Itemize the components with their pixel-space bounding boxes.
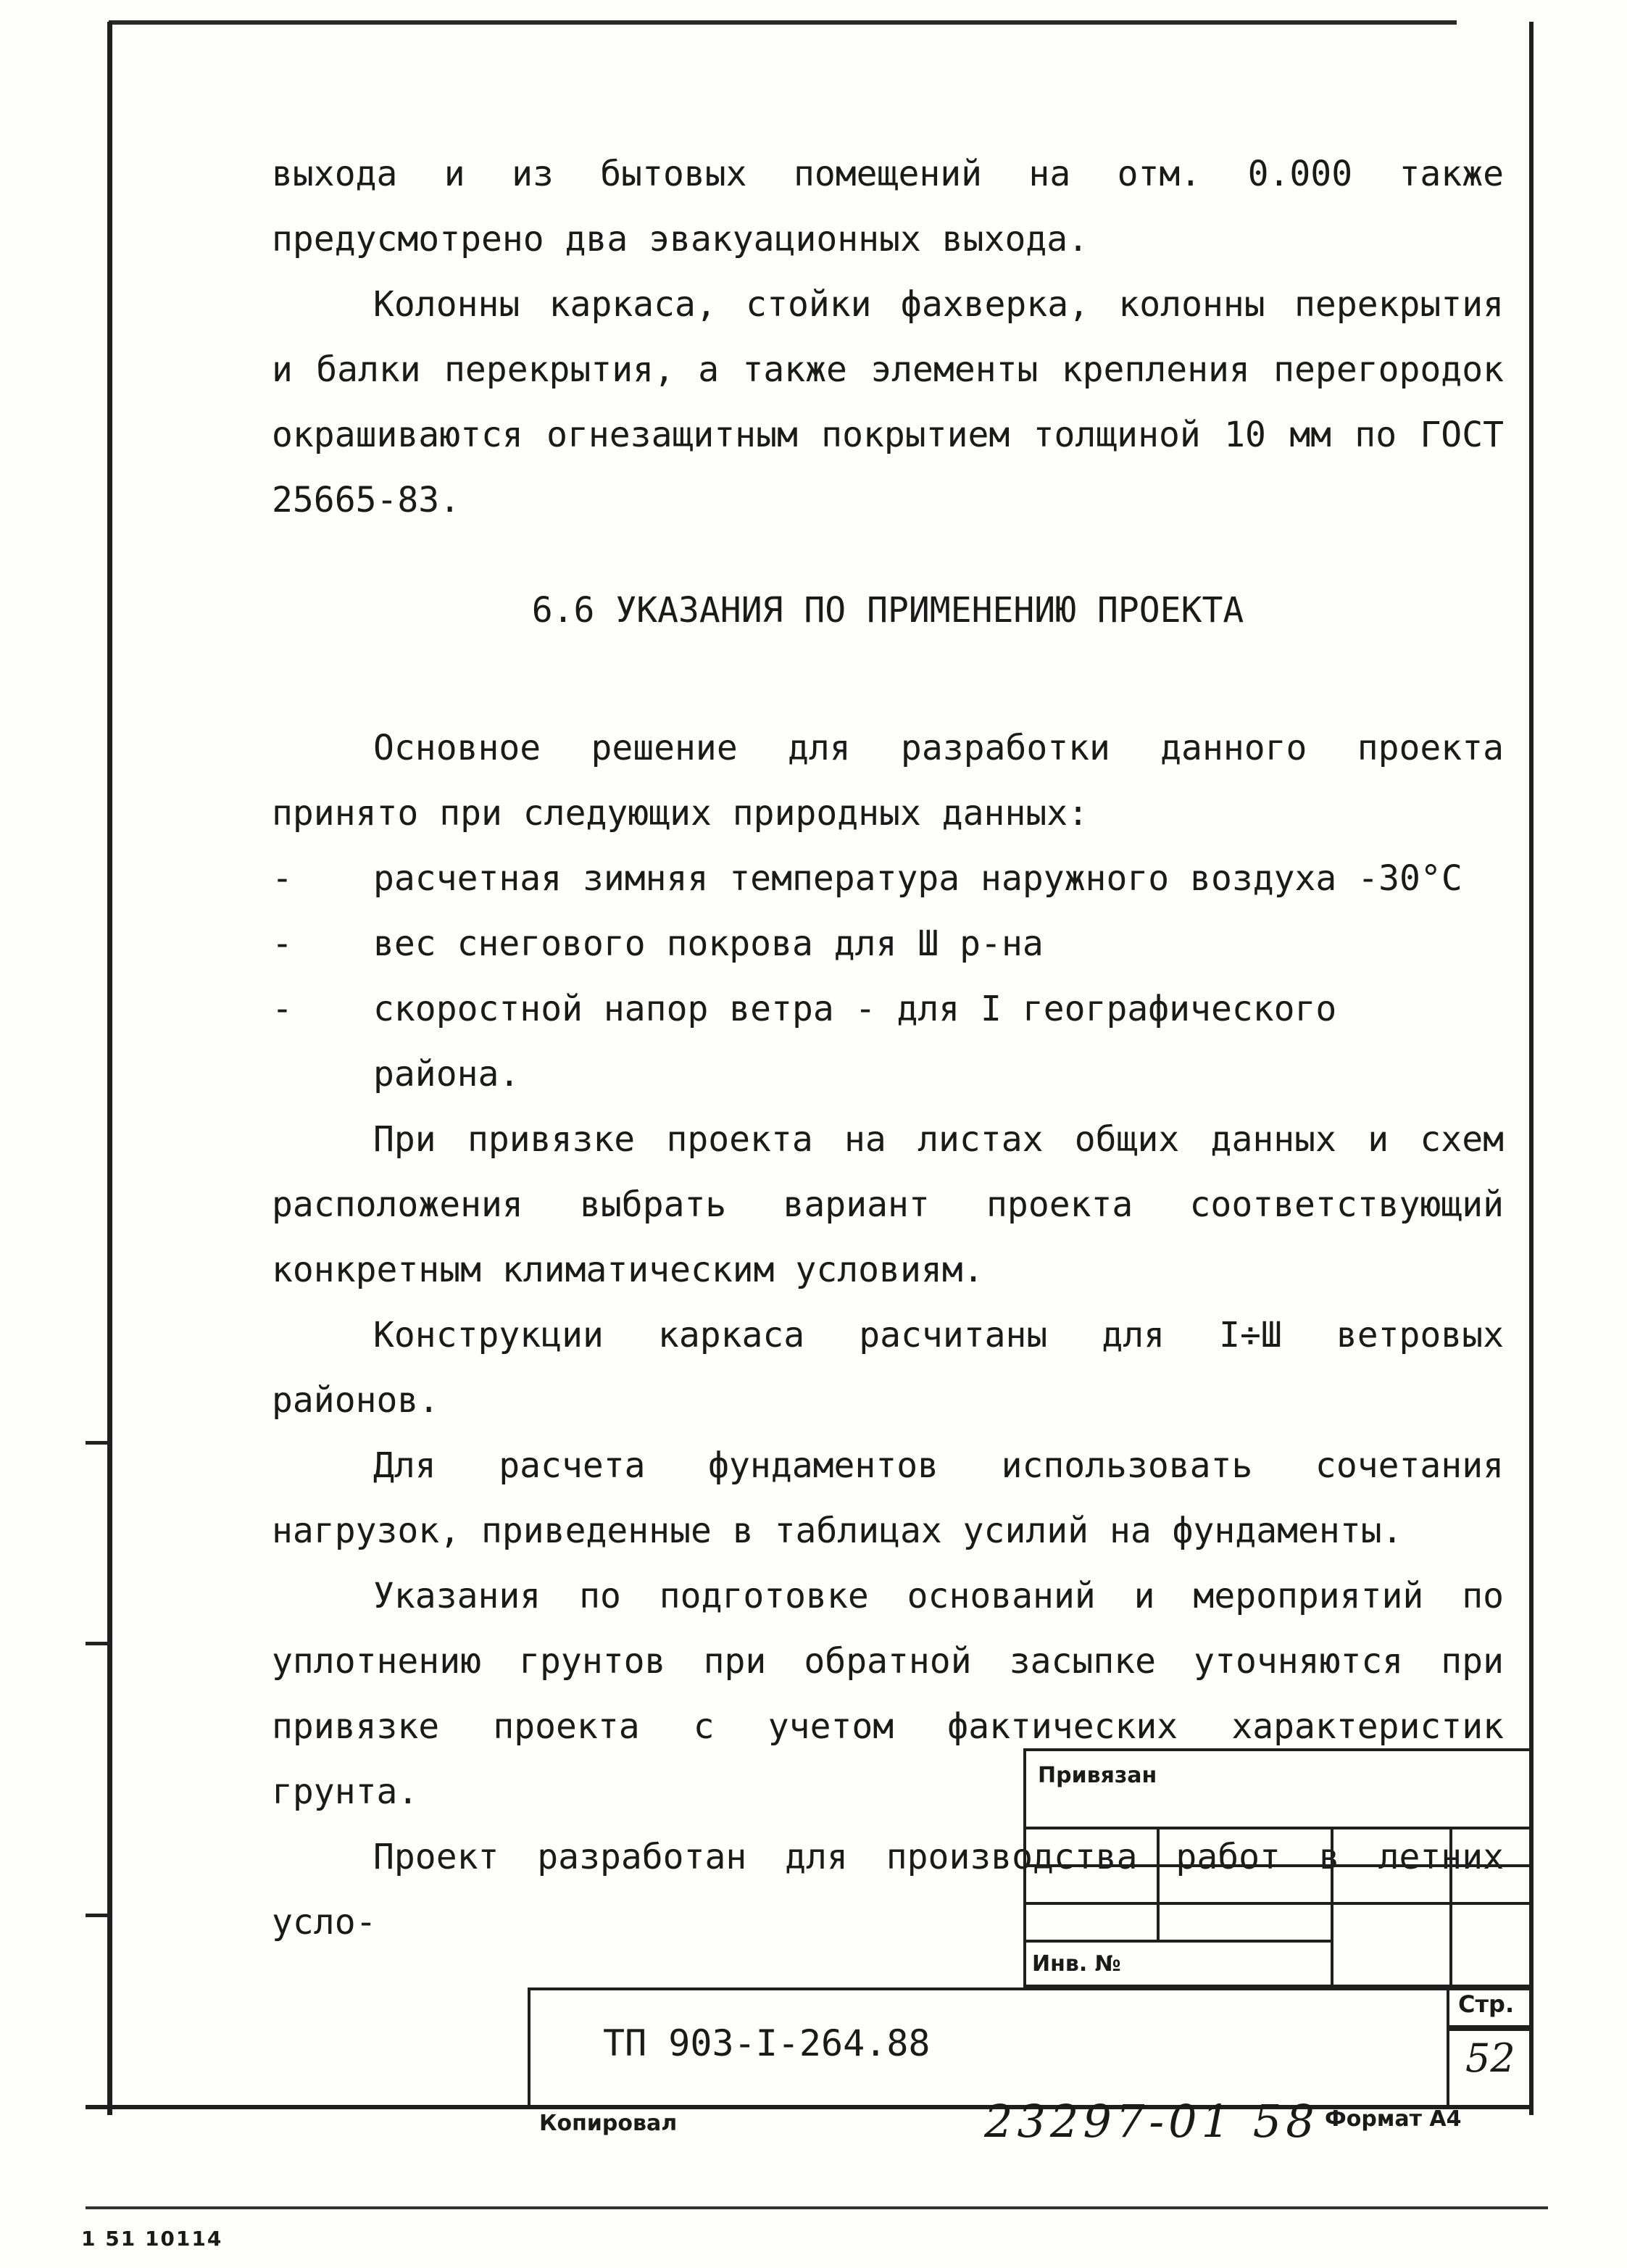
bullet-text: вес снегового покрова для Ш р-на [373,923,1044,964]
page-label: Стр. [1458,1990,1515,2018]
paragraph-summer-works: Проект разработан для производства работ в летних усло- [272,1837,1504,1943]
section-heading: 6.6 УКАЗАНИЯ ПО ПРИМЕНЕНИЮ ПРОЕКТА [531,590,1244,631]
stamp-bound-cell [1023,1748,1534,1829]
handwritten-archive-number: 23297-01 58 [984,2095,1319,2148]
paragraph-natural-data: Основное решение для разработки данного проекта принято при следующих природных данных: [272,728,1504,834]
paragraph-fire-protection: Колонны каркаса, стойки фахверка, колонны перекрытия и балки перекрытия, а также элементы крепления перегородок окрашиваются огнезащитным покрытием толщиной 10 мм по ГОСТ 25665-83. [272,284,1504,520]
bullet-item [272,846,1504,911]
document-code: ТП 903-I-264.88 [603,2022,931,2064]
margin-tick [86,1914,110,1917]
paragraph-evacuation: выхода и из бытовых помещений на отм. 0.000 также предусмотрено два эвакуационных выхода. [272,154,1504,259]
bullet-dash: - [272,858,293,899]
stamp-bound-label: Привязан [1038,1763,1157,1788]
bullet-dash: - [272,989,293,1029]
footer-divider [86,2206,1548,2209]
margin-tick [86,1441,110,1445]
body-text [272,141,1504,1955]
bullet-text: скоростной напор ветра - для I географического района. [373,989,1337,1094]
paragraph-soil: Указания по подготовке оснований и мероприятий по уплотнению грунтов при обратной засыпке уточняются при привязке проекта с учетом фактических характеристик грунта. [272,1576,1504,1812]
stamp-cell [1331,1827,1452,1987]
format-label: Формат А4 [1325,2106,1462,2132]
paragraph-wind-regions: Конструкции каркаса расчитаны для I÷Ш ветровых районов. [272,1315,1504,1421]
frame-top-border [109,20,1457,25]
stamp-inv-label: Инв. № [1032,1951,1121,1977]
bullet-dash: - [272,923,293,964]
bullet-text: расчетная зимняя температура наружного воздуха -30°С [373,858,1462,899]
bullet-item [272,911,1504,976]
frame-left-border [107,22,112,2115]
footer-code: 1 51 10114 [81,2227,223,2251]
copied-label: Копировал [539,2111,678,2136]
margin-tick [86,1642,110,1645]
paragraph-binding: При привязке проекта на листах общих данных и схем расположения выбрать вариант проекта соответствующий конкретным климатическим условиям. [272,1119,1504,1290]
stamp-cell [1449,1827,1534,1987]
page-number: 52 [1465,2035,1515,2081]
bullet-item [272,976,1504,1107]
stamp-row-line [1023,1864,1534,1905]
paragraph-foundations: Для расчета фундаментов использовать сочетания нагрузок, приведенные в таблицах усилий на фундаменты. [272,1445,1504,1551]
